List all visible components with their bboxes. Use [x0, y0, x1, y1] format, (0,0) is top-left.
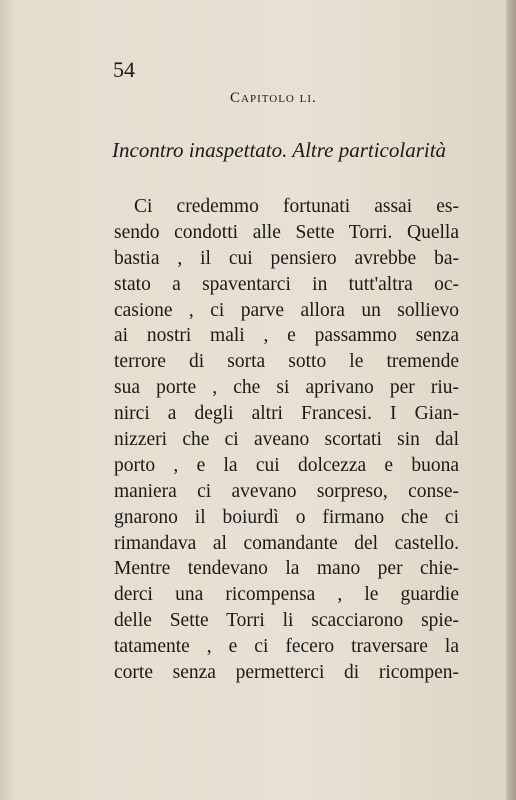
- text-line: gnarono il boiurdì o firmano che ci: [114, 506, 459, 528]
- chapter-heading: Incontro inaspettato. Altre particolarità: [112, 138, 447, 162]
- text-line: bastia , il cui pensiero avrebbe ba-: [114, 247, 459, 269]
- text-line: porto , e la cui dolcezza e buona: [114, 454, 459, 476]
- text-line: ai nostri mali , e passammo senza: [114, 325, 459, 347]
- show-through-text: [300, 70, 500, 180]
- text-line: sua porte , che si aprivano per riu-: [114, 377, 459, 399]
- chapter-title: Capitolo li.: [230, 90, 317, 106]
- text-line: corte senza permetterci di ricompen-: [114, 662, 459, 684]
- text-line: nirci a degli altri Francesi. I Gian-: [114, 403, 459, 425]
- text-line: casione , ci parve allora un sollievo: [114, 299, 459, 321]
- text-line: maniera ci avevano sorpreso, conse-: [114, 480, 459, 502]
- body-text: [114, 194, 459, 686]
- text-line: derci una ricompensa , le guardie: [114, 584, 459, 606]
- text-line: delle Sette Torri li scacciarono spie-: [114, 610, 459, 632]
- text-line: rimandava al comandante del castello.: [114, 532, 459, 554]
- text-line: nizzeri che ci aveano scortati sin dal: [114, 429, 459, 451]
- text-line: Mentre tendevano la mano per chie-: [114, 558, 459, 580]
- text-line: tatamente , e ci fecero traversare la: [114, 636, 459, 658]
- text-line: terrore di sorta sotto le tremende: [114, 351, 459, 373]
- text-line: sendo condotti alle Sette Torri. Quella: [114, 221, 459, 243]
- page-number: 54: [113, 57, 135, 82]
- page-edge: [506, 0, 516, 800]
- text-line: stato a spaventarci in tutt'altra oc-: [114, 273, 459, 295]
- text-line: Ci credemmo fortunati assai es-: [134, 196, 459, 217]
